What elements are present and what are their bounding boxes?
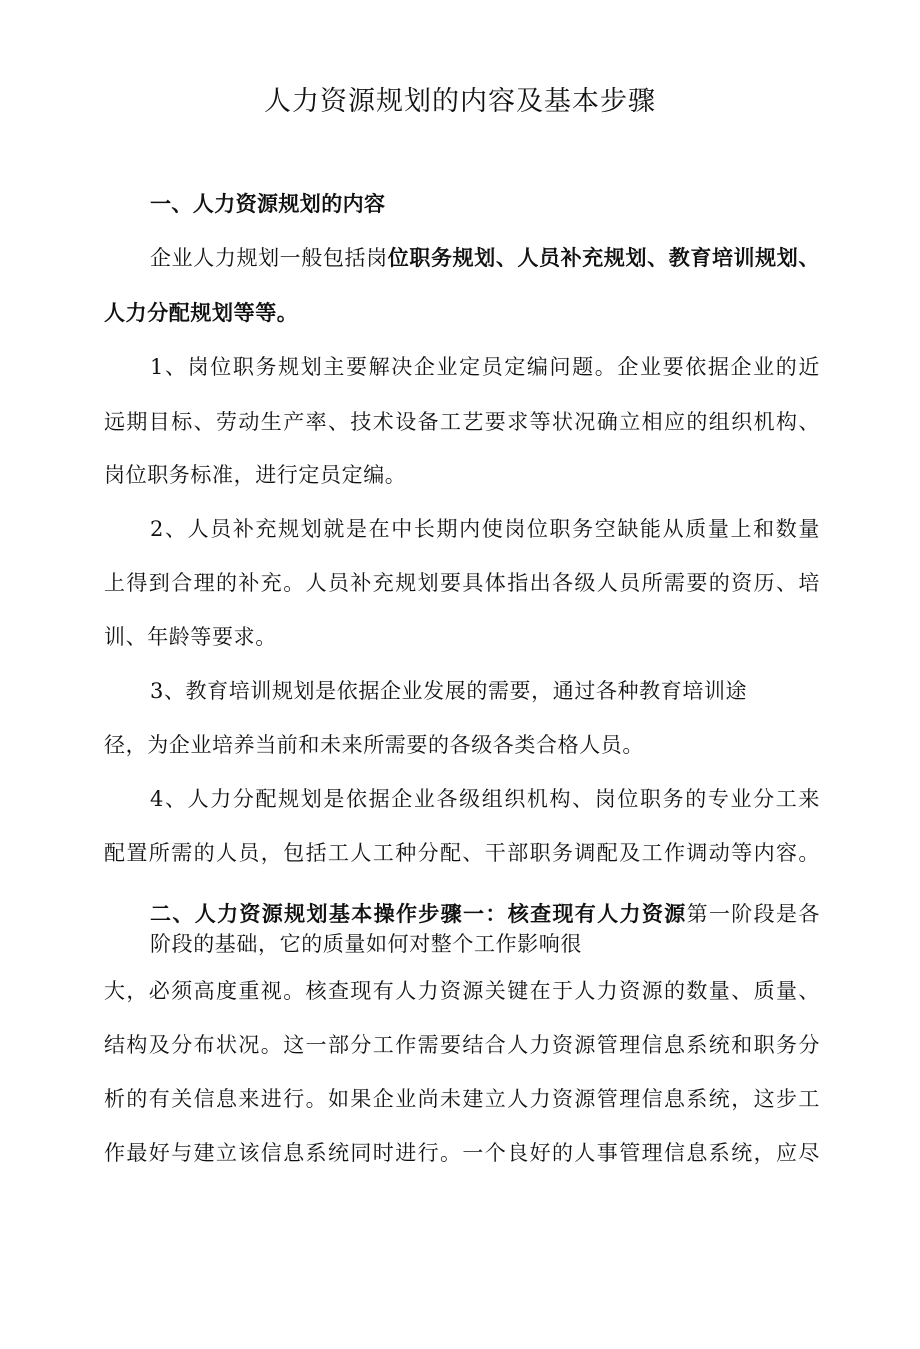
p1-line-2: 远期目标、劳动生产率、技术设备工艺要求等状况确立相应的组织机构、 xyxy=(104,410,820,434)
p1-line-3: 岗位职务标准，进行定员定编。 xyxy=(104,463,407,487)
section-heading-1: 一、人力资源规划的内容 xyxy=(150,192,386,216)
intro-line-1 xyxy=(150,243,820,273)
section2-line-1 xyxy=(150,899,820,929)
section2-line-2: 阶段的基础，它的质量如何对整个工作影响很 xyxy=(150,932,582,956)
document-title: 人力资源规划的内容及基本步骤 xyxy=(264,86,656,117)
p1-line-1: 1、岗位职务规划主要解决企业定员定编问题。企业要依据企业的近 xyxy=(150,355,820,379)
section2-line-4: 结构及分布状况。这一部分工作需要结合人力资源管理信息系统和职务分 xyxy=(104,1033,820,1057)
p3-line-1: 3、教育培训规划是依据企业发展的需要，通过各种教育培训途 xyxy=(150,679,748,703)
section-heading-2: 二、人力资源规划基本操作步骤一：核查现有人力资源 xyxy=(150,902,687,926)
p4-line-2: 配置所需的人员，包括工人工种分配、干部职务调配及工作调动等内容。 xyxy=(104,841,820,865)
section2-line-6: 作最好与建立该信息系统同时进行。一个良好的人事管理信息系统，应尽 xyxy=(104,1141,820,1165)
section2-plain-text: 第一阶段是各 xyxy=(686,902,820,926)
intro-plain-text: 企业人力规划一般包括岗 xyxy=(150,246,388,270)
intro-line-2: 人力分配规划等等。 xyxy=(104,301,299,325)
p4-line-1: 4、人力分配规划是依据企业各级组织机构、岗位职务的专业分工来 xyxy=(150,787,820,811)
section2-line-3: 大，必须高度重视。核查现有人力资源关键在于人力资源的数量、质量、 xyxy=(104,979,820,1003)
p2-line-3: 训、年龄等要求。 xyxy=(104,625,277,649)
intro-bold-text: 位职务规划、人员补充规划、教育培训规划、 xyxy=(387,246,820,270)
p2-line-1: 2、人员补充规划就是在中长期内使岗位职务空缺能从质量上和数量 xyxy=(150,517,820,541)
section2-line-5: 析的有关信息来进行。如果企业尚未建立人力资源管理信息系统，这步工 xyxy=(104,1087,820,1111)
p3-line-2: 径，为企业培养当前和未来所需要的各级各类合格人员。 xyxy=(104,733,644,757)
p2-line-2: 上得到合理的补充。人员补充规划要具体指出各级人员所需要的资历、培 xyxy=(104,571,820,595)
